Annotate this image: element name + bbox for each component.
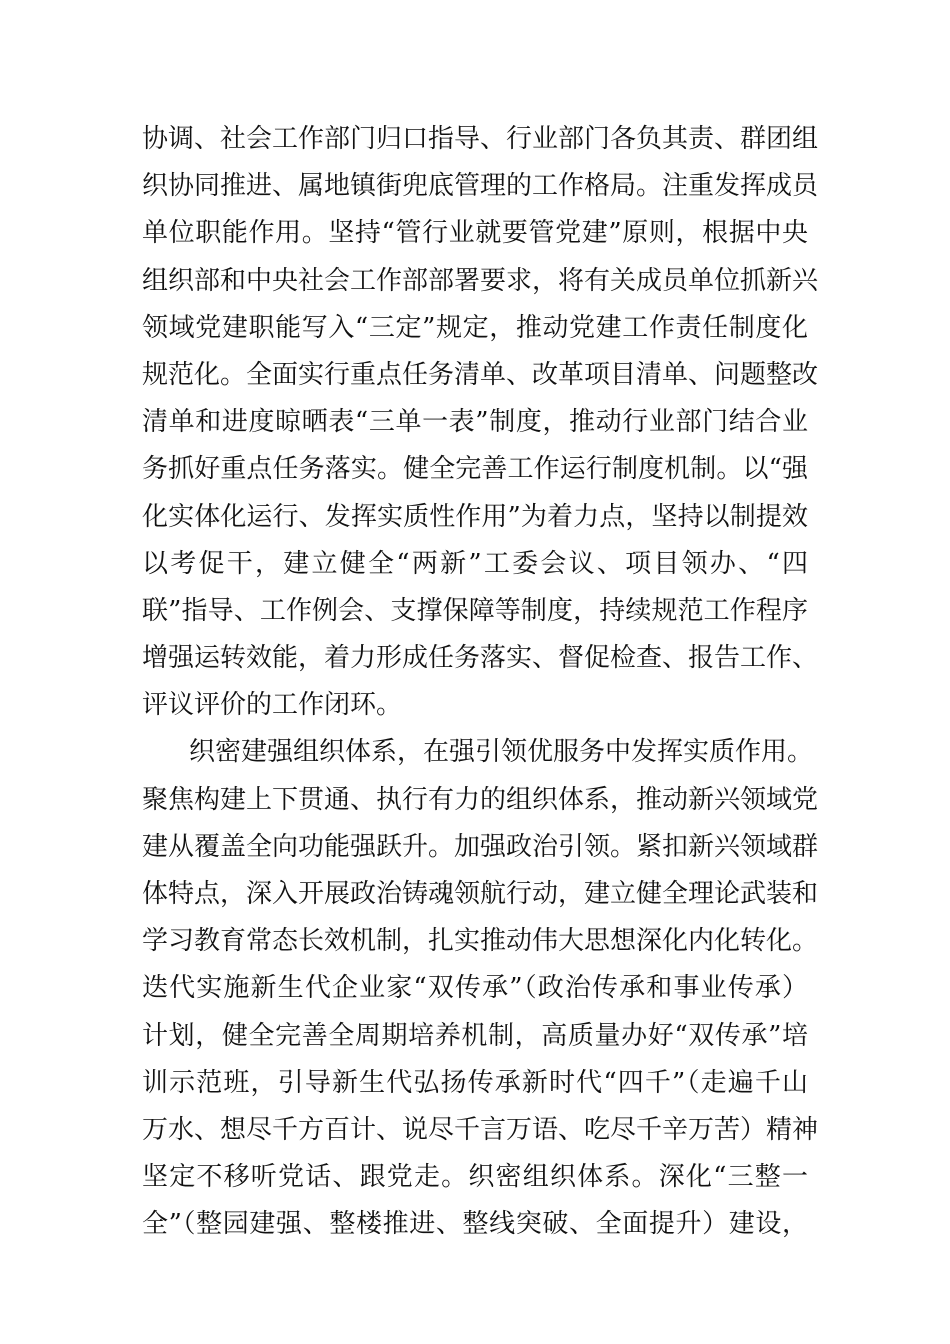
text-line: 清单和进度晾晒表“三单一表”制度，推动行业部门结合业 — [142, 407, 808, 438]
text-line: 学习教育常态长效机制，扎实推动伟大思想深化内化转化。 — [142, 926, 819, 957]
text-line: 全”（整园建强、整楼推进、整线突破、全面提升）建设， — [142, 1209, 808, 1240]
text-line: 计划，健全完善全周期培养机制，高质量办好“双传承”培 — [142, 1020, 808, 1051]
text-line: 坚定不移听党话、跟党走。织密组织体系。深化“三整一 — [142, 1162, 808, 1193]
text-line: 单位职能作用。坚持“管行业就要管党建”原则，根据中央 — [142, 218, 808, 249]
text-line: 织协同推进、属地镇街兜底管理的工作格局。注重发挥成员 — [142, 171, 819, 202]
paragraph-2 — [142, 729, 819, 1248]
text-line: 化实体化运行、发挥实质性作用”为着力点，坚持以制提效 — [142, 501, 808, 532]
text-line: 务抓好重点任务落实。健全完善工作运行制度机制。以“强 — [142, 454, 808, 485]
text-line: 协调、社会工作部门归口指导、行业部门各负其责、群团组 — [142, 124, 819, 154]
text-line: 迭代实施新生代企业家“双传承”（政治传承和事业传承） — [142, 973, 808, 1004]
text-line: 规范化。全面实行重点任务清单、改革项目清单、问题整改 — [142, 359, 819, 390]
text-line-heading: 织密建强组织体系，在强引领优服务中发挥实质作用。 — [189, 737, 814, 768]
text-line: 训示范班，引导新生代弘扬传承新时代“四千”（走遍千山 — [142, 1067, 808, 1098]
text-line: 领域党建职能写入“三定”规定，推动党建工作责任制度化 — [142, 312, 808, 343]
text-line: 聚焦构建上下贯通、执行有力的组织体系，推动新兴领域党 — [142, 784, 819, 815]
text-line: 体特点，深入开展政治铸魂领航行动，建立健全理论武装和 — [142, 879, 819, 909]
text-line: 评议评价的工作闭环。 — [142, 690, 403, 721]
text-line: 万水、想尽千方百计、说尽千言万语、吃尽千辛万苦）精神 — [142, 1114, 819, 1145]
text-line: 建从覆盖全向功能强跃升。加强政治引领。紧扣新兴领域群 — [142, 831, 819, 862]
text-line: 增强运转效能，着力形成任务落实、督促检查、报告工作、 — [142, 643, 819, 674]
document-body — [142, 116, 819, 1249]
text-line: 以考促干，建立健全“两新”工委会议、项目领办、“四 — [142, 548, 808, 579]
text-line: 联”指导、工作例会、支撑保障等制度，持续规范工作程序 — [142, 595, 808, 626]
paragraph-1 — [142, 116, 819, 729]
text-line: 组织部和中央社会工作部部署要求，将有关成员单位抓新兴 — [142, 265, 819, 296]
